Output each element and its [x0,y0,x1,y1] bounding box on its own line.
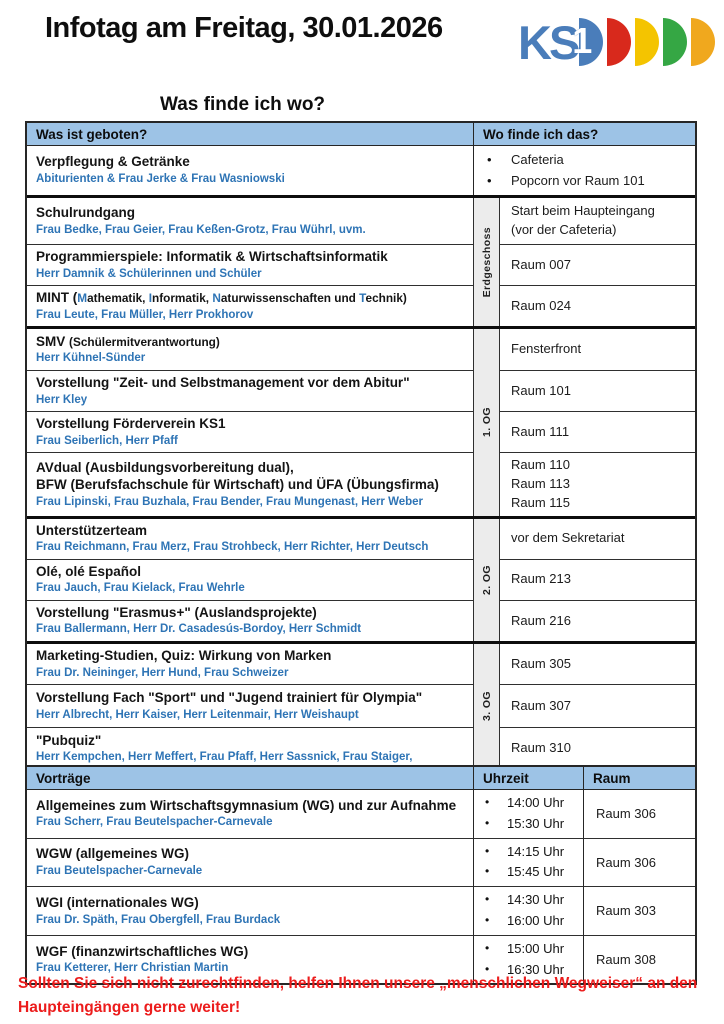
row-main [27,838,473,887]
row-title: MINT (Mathematik, Informatik, Naturwissenschaften und Technik) [36,290,407,306]
row-avdual-main [27,452,473,516]
row-title: "Pubquiz" [36,732,102,748]
floor-label-cell [473,519,500,641]
footer-note: Sollten Sie sich nicht zurechtfinden, helfen Ihnen unsere „menschlichen Wegweiser“ an den Haupteingängen gerne weiter! [18,975,698,1017]
row-title: Olé, olé Español [36,563,142,579]
row-erasmus-location: Raum 216 [500,600,695,641]
row-times: • 15:00 Uhr • 16:30 Uhr [473,935,583,984]
floor-label: 1. OG [480,407,493,438]
row-allgemeines-wg [27,790,695,838]
row-people: Frau Scherr, Frau Beutelspacher-Carnevale [36,816,273,829]
row-verpflegung [27,146,695,195]
row-people: Abiturienten & Frau Jerke & Frau Wasniowski [36,173,285,186]
row-people: Herr Kempchen, Herr Meffert, Frau Pfaff, Herr Sassnick, Frau Staiger, [36,751,413,764]
row-title: WGW (allgemeines WG) [36,846,190,862]
row-title: Unterstützerteam [36,522,148,538]
header-raum: Raum [583,767,695,789]
row-schulrundgang-main [27,198,473,244]
row-zeitmanagement-location: Raum 101 [500,370,695,411]
row-people: Frau Ketterer, Herr Christian Martin [36,962,229,975]
row-room: Raum 306 [583,790,695,838]
page-title: Infotag am Freitag, 30.01.2026 [45,12,443,44]
row-people: Herr Albrecht, Herr Kaiser, Herr Leitenmair, Herr Weishaupt [36,708,359,721]
row-people: Frau Beutelspacher-Carnevale [36,864,203,877]
row-people: Frau Lipinski, Frau Buzhala, Frau Bender, Frau Mungenast, Herr Weber [36,495,424,508]
floor-label-cell [473,198,500,326]
row-times: • 14:30 Uhr • 16:00 Uhr [473,886,583,935]
row-pubquiz-location: Raum 310 [500,727,695,769]
offerings-table-header [27,123,695,146]
floor-label: 3. OG [480,691,493,722]
row-title: Schulrundgang [36,204,135,220]
header-was-ist-geboten: Was ist geboten? [36,126,148,142]
row-people: Herr Kühnel-Sünder [36,352,146,365]
row-title: WGF (finanzwirtschaftliches WG) [36,943,249,959]
row-unterstuetzerteam-location: vor dem Sekretariat [511,530,625,546]
row-sport-main [27,684,473,727]
logo-orange-disc-icon [691,18,715,66]
row-people: Frau Dr. Neininger, Herr Hund, Frau Schweizer [36,666,289,679]
row-title: Vorstellung "Erasmus+" (Auslandsprojekte) [36,604,317,620]
floor-label-cell [473,329,500,516]
row-schulrundgang-location: Start beim Haupteingang (vor der Cafeteria) [511,203,655,237]
row-people: Frau Reichmann, Frau Merz, Frau Strohbeck, Herr Richter, Herr Deutsch [36,541,429,554]
row-programmierspiele-location: Raum 007 [500,244,695,285]
row-people: Herr Kley [36,393,88,406]
logo-yellow-disc-icon [635,18,659,66]
row-title: Marketing-Studien, Quiz: Wirkung von Marken [36,647,332,663]
row-title: Verpflegung & Getränke [36,154,190,170]
row-title: AVdual (Ausbildungsvorbereitung dual), [36,459,294,475]
row-avdual-location: Raum 110 Raum 113 Raum 115 [500,452,695,516]
floor-label-cell [473,644,500,769]
vortraege-table [25,765,697,985]
row-title: WGI (internationales WG) [36,894,199,910]
row-espanol-main [27,559,473,600]
row-wgw [27,838,695,887]
row-title: SMV (Schülermitverantwortung) [36,333,220,349]
row-espanol-location: Raum 213 [500,559,695,600]
row-people: Frau Leute, Frau Müller, Herr Prokhorov [36,308,254,321]
row-title: Programmierspiele: Informatik & Wirtschaftsinformatik [36,249,388,264]
row-foerderverein-location: Raum 111 [500,411,695,452]
logo-ks-text: KS [518,15,578,69]
floor-label: Erdgeschoss [480,226,493,298]
row-marketing-main [27,644,473,684]
logo-red-disc-icon [607,18,631,66]
row-verpflegung-location [473,146,695,195]
row-erasmus-main [27,600,473,641]
row-title: Vorstellung Förderverein KS1 [36,416,226,432]
row-wgi [27,886,695,935]
row-smv-location: Fensterfront [511,341,582,357]
location-bullet: • Cafeteria [483,150,686,170]
row-people: Frau Dr. Späth, Frau Obergfell, Frau Burdack [36,913,281,926]
logo-green-disc-icon [663,18,687,66]
header-uhrzeit: Uhrzeit [473,767,583,789]
row-main [27,886,473,935]
row-programmierspiele-main [27,244,473,285]
row-unterstuetzerteam-main [27,519,473,559]
row-verpflegung-main [27,146,473,195]
row-title: Vorstellung Fach "Sport" und "Jugend trainiert für Olympia" [36,690,423,705]
logo-blue-disc-icon [572,18,603,66]
section-erdgeschoss [27,195,695,326]
offerings-table [25,121,697,771]
row-zeitmanagement-main [27,370,473,411]
header-wo-finde-ich-das: Wo finde ich das? [473,123,695,145]
row-main [27,790,473,838]
logo-one-digit: 1 [572,20,593,61]
row-title: BFW (Berufsfachschule für Wirtschaft) und ÜFA (Übungsfirma) [36,477,439,493]
location-bullet: • Popcorn vor Raum 101 [483,171,686,191]
row-people: Frau Bedke, Frau Geier, Frau Keßen-Grotz, Frau Wührl, uvm. [36,223,366,236]
row-people: Herr Damnik & Schülerinnen und Schüler [36,267,262,280]
row-mint-main [27,285,473,326]
row-marketing-location: Raum 305 [511,655,571,671]
floor-label: 2. OG [480,564,493,595]
row-times: • 14:15 Uhr • 15:45 Uhr [473,838,583,887]
row-title: Allgemeines zum Wirtschaftsgymnasium (WG) und zur Aufnahme [36,797,457,813]
section-subtitle: Was finde ich wo? [160,94,326,115]
row-people: Frau Ballermann, Herr Dr. Casadesús-Bordoy, Herr Schmidt [36,623,362,636]
row-people: Frau Jauch, Frau Kielack, Frau Wehrle [36,582,245,595]
row-room: Raum 306 [583,838,695,887]
row-room: Raum 303 [583,886,695,935]
section-3-og [27,641,695,769]
header-vortraege: Vorträge [36,770,91,786]
vortraege-table-header [27,767,695,790]
row-mint-location: Raum 024 [500,285,695,326]
section-2-og [27,516,695,641]
row-smv-main [27,329,473,370]
row-title: Vorstellung "Zeit- und Selbstmanagement vor dem Abitur" [36,375,410,391]
row-pubquiz-main [27,727,473,769]
row-sport-location: Raum 307 [500,684,695,727]
row-room: Raum 308 [583,935,695,984]
ks1-logo [518,16,715,68]
row-times: • 14:00 Uhr • 15:30 Uhr [473,790,583,838]
row-foerderverein-main [27,411,473,452]
section-1-og [27,326,695,516]
row-people: Frau Seiberlich, Herr Pfaff [36,434,178,447]
